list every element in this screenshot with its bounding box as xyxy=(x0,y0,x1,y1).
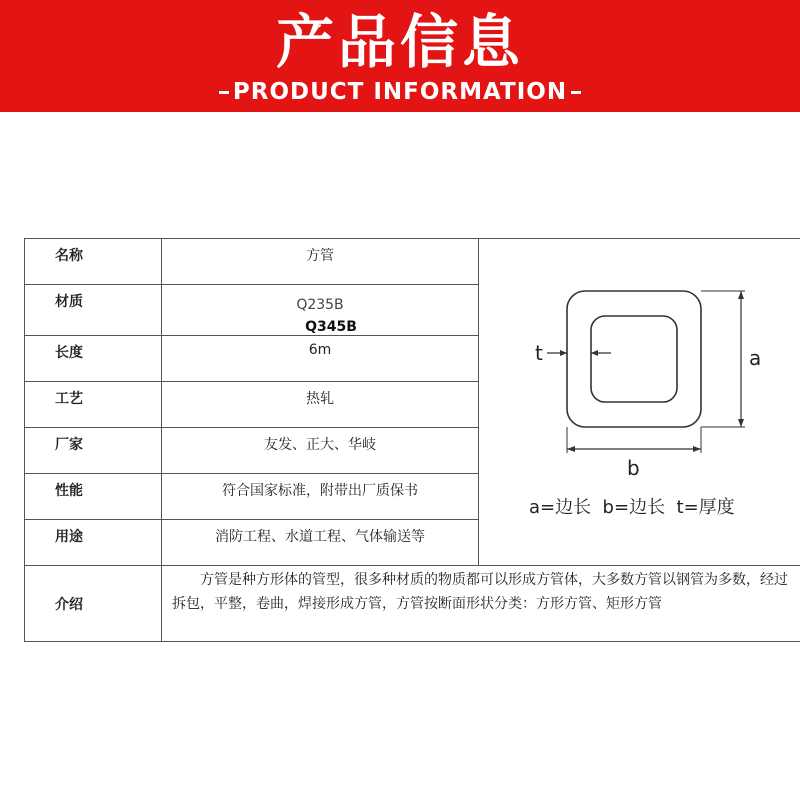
arrow-a-top xyxy=(738,291,744,299)
label-a: a xyxy=(749,346,762,370)
row-value: 6m xyxy=(162,336,479,382)
spec-table xyxy=(24,238,800,642)
header-banner xyxy=(0,0,800,112)
subtitle-text: PRODUCT INFORMATION xyxy=(232,79,568,105)
arrow-t-left xyxy=(560,350,567,356)
grade-q345b: Q345B xyxy=(305,319,357,335)
dash-right xyxy=(571,91,581,94)
table-row-intro xyxy=(25,566,800,642)
label-t: t xyxy=(535,341,543,365)
row-label: 性能 xyxy=(25,474,162,520)
page-subtitle xyxy=(0,78,800,106)
row-value: 友发、正大、华岐 xyxy=(162,428,479,474)
arrow-a-bottom xyxy=(738,419,744,427)
grade-q235b: Q235B xyxy=(296,297,344,313)
arrow-b-right xyxy=(693,446,701,452)
dash-left xyxy=(219,91,229,94)
row-value xyxy=(162,285,479,336)
row-value: 符合国家标准，附带出厂质保书 xyxy=(162,474,479,520)
row-value: 消防工程、水道工程、气体输送等 xyxy=(162,520,479,566)
label-b: b xyxy=(627,456,640,480)
row-label: 名称 xyxy=(25,239,162,285)
page-title: 产品信息 xyxy=(275,8,524,76)
inner-profile xyxy=(591,316,677,402)
row-label: 长度 xyxy=(25,336,162,382)
arrow-b-left xyxy=(567,446,575,452)
intro-label: 介绍 xyxy=(25,566,162,642)
row-label: 用途 xyxy=(25,520,162,566)
row-label: 厂家 xyxy=(25,428,162,474)
square-tube-diagram xyxy=(479,239,800,561)
row-value: 热轧 xyxy=(162,382,479,428)
table-row xyxy=(25,239,800,285)
row-value: 方管 xyxy=(162,239,479,285)
diagram-legend: a=边长 b=边长 t=厚度 xyxy=(529,497,735,518)
row-label: 材质 xyxy=(25,285,162,336)
cross-section-diagram xyxy=(479,239,800,566)
row-label: 工艺 xyxy=(25,382,162,428)
intro-text: 方管是种方形体的管型，很多种材质的物质都可以形成方管体，大多数方管以钢管为多数，经过拆包，平整，卷曲，焊接形成方管，方管按断面形状分类：方形方管、矩形方管 xyxy=(162,566,800,642)
